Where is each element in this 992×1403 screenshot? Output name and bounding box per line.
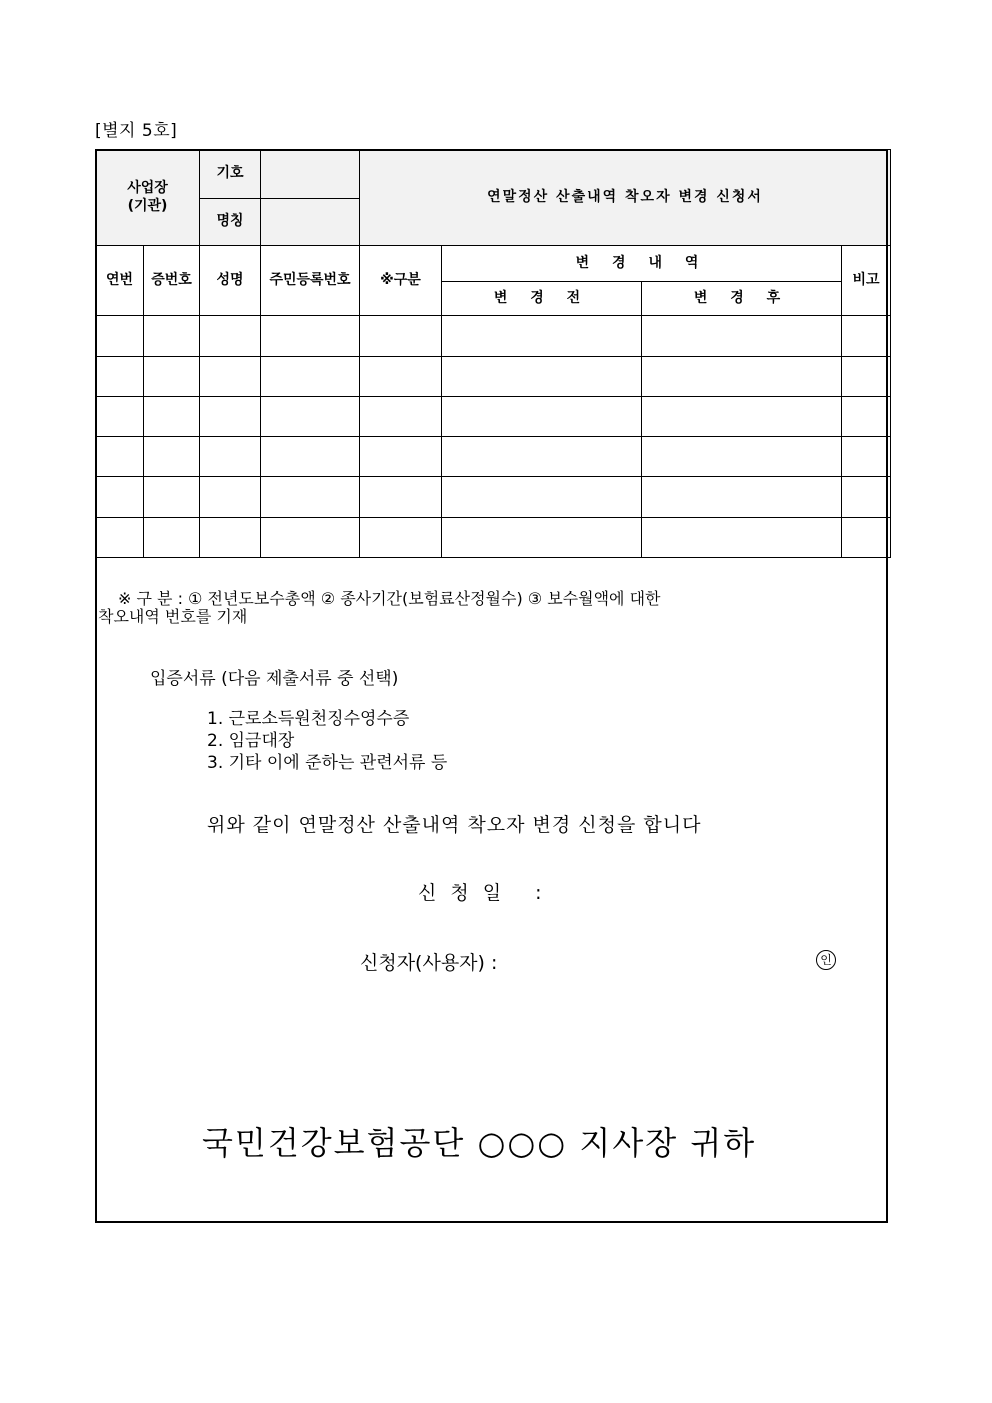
symbol-label: 기호 bbox=[200, 150, 261, 199]
note-line-1: ※ 구 분 : ① 전년도보수총액 ② 종사기간(보험료산정월수) ③ 보수월액에 대한 bbox=[118, 589, 661, 608]
applicant-field[interactable]: 신청자(사용자) : bbox=[360, 952, 498, 974]
col-header-category: ※구분 bbox=[360, 246, 442, 316]
name-label: 명칭 bbox=[200, 199, 261, 246]
col-header-after: 변 경 후 bbox=[642, 282, 842, 316]
supporting-docs-heading: 입증서류 (다음 제출서류 중 선택) bbox=[150, 669, 399, 689]
application-date-field[interactable]: 신청일 : bbox=[418, 882, 556, 904]
col-header-cert-no: 증번호 bbox=[144, 246, 200, 316]
col-header-rrn: 주민등록번호 bbox=[261, 246, 360, 316]
list-item: 3. 기타 이에 준하는 관련서류 등 bbox=[207, 753, 448, 773]
supporting-docs-list bbox=[207, 708, 447, 774]
declaration-text: 위와 같이 연말정산 산출내역 착오자 변경 신청을 합니다 bbox=[207, 814, 702, 836]
attachment-label: [별지 5호] bbox=[95, 121, 178, 141]
col-header-change-details: 변 경 내 역 bbox=[442, 246, 842, 282]
note-line-2: 착오내역 번호를 기재 bbox=[98, 607, 248, 626]
col-header-name: 성명 bbox=[200, 246, 261, 316]
workplace-label: 사업장 (기관) bbox=[96, 150, 200, 246]
category-note bbox=[98, 590, 858, 626]
form-title: 연말정산 산출내역 착오자 변경 신청서 bbox=[360, 150, 891, 246]
col-header-before: 변 경 전 bbox=[442, 282, 642, 316]
list-item: 1. 근로소득원천징수영수증 bbox=[207, 709, 410, 729]
col-header-seq: 연번 bbox=[96, 246, 144, 316]
col-header-remarks: 비고 bbox=[842, 246, 891, 316]
list-item: 2. 임금대장 bbox=[207, 731, 295, 751]
addressee: 국민건강보험공단 ○○○ 지사장 귀하 bbox=[202, 1124, 757, 1162]
seal-mark: 인 bbox=[816, 950, 836, 970]
